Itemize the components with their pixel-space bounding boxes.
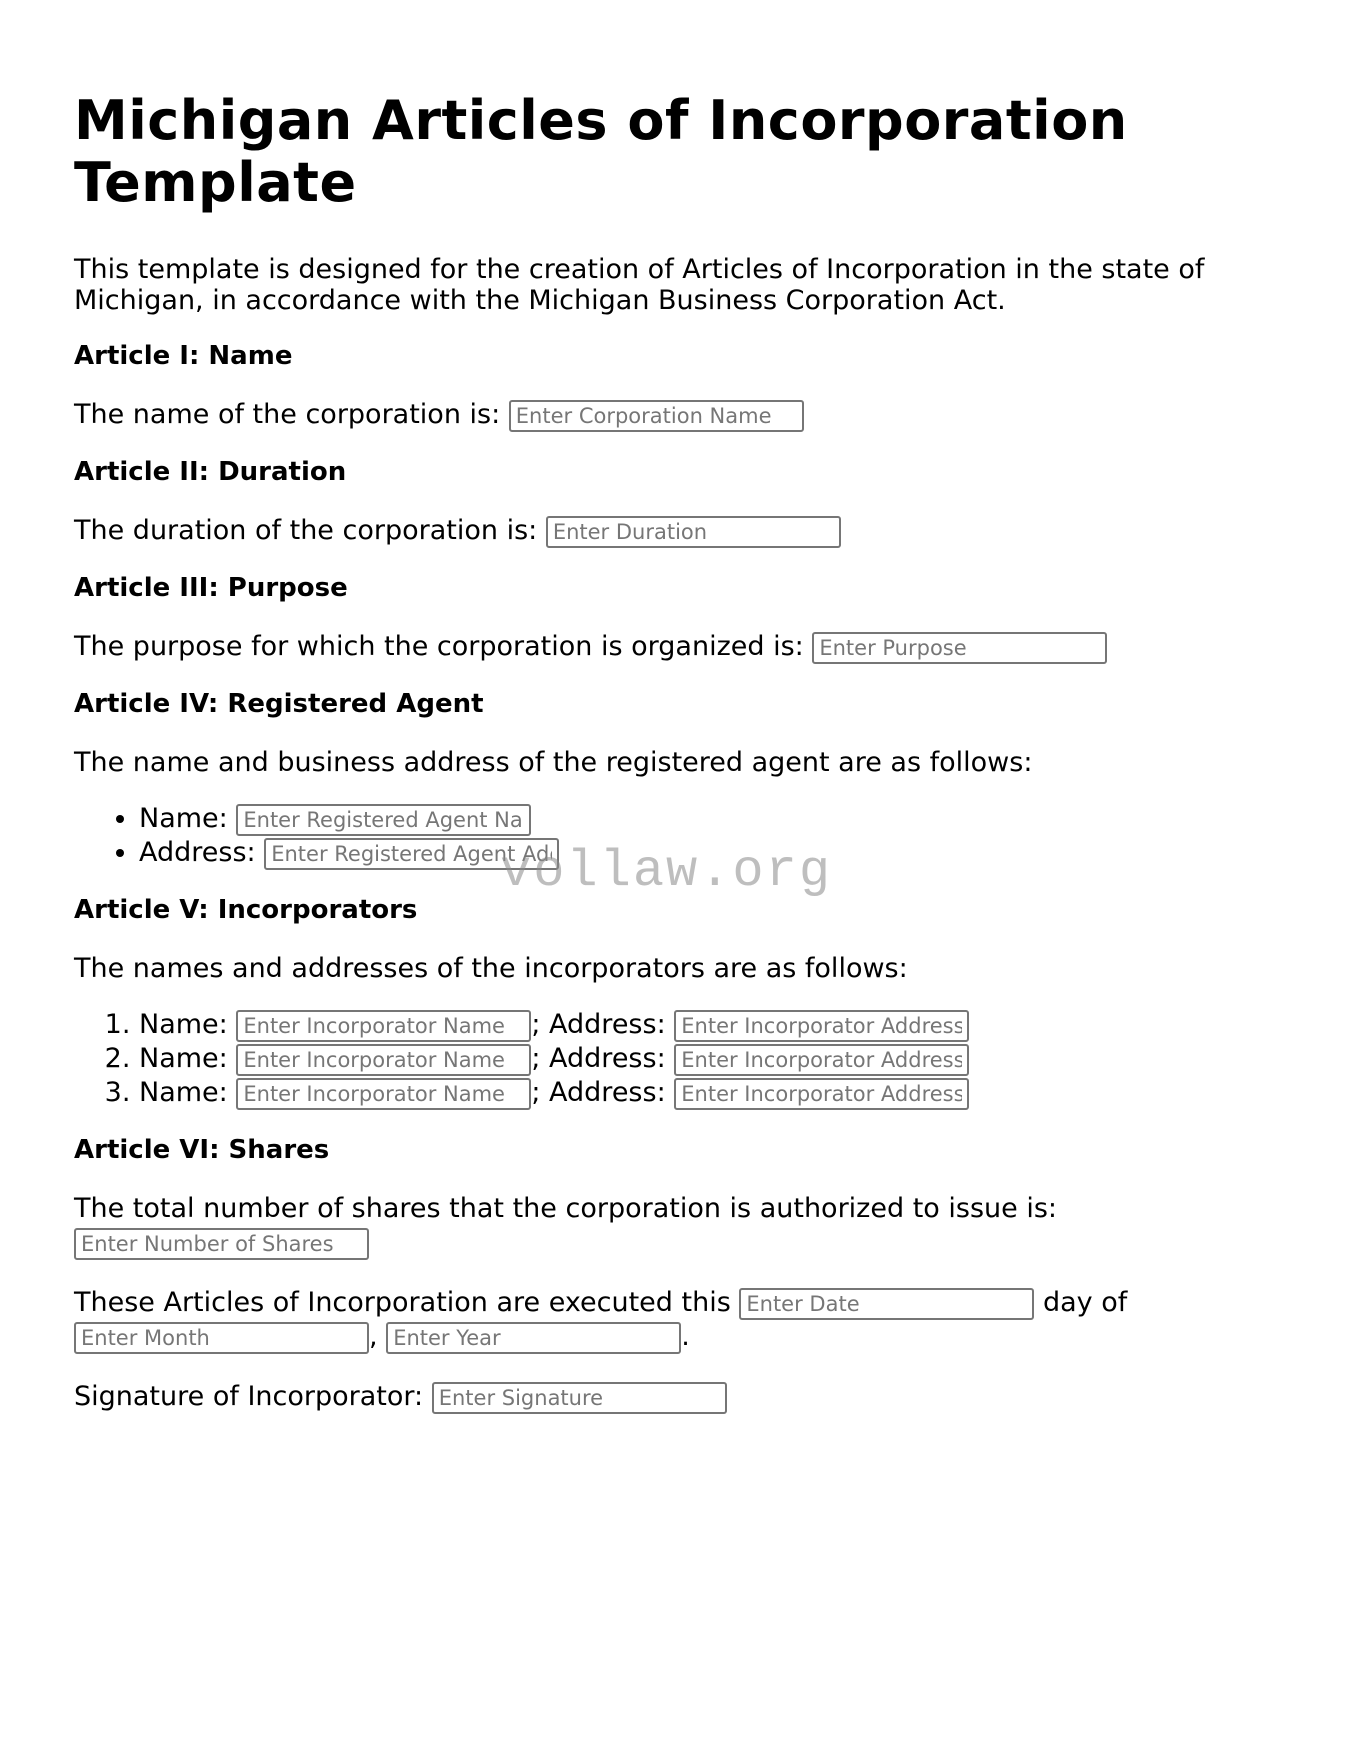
list-item — [139, 1076, 1274, 1110]
list-item — [139, 836, 1274, 870]
article-3-text: The purpose for which the corporation is organized is: — [74, 631, 804, 662]
duration-input[interactable] — [546, 516, 841, 548]
article-1-line — [74, 398, 1274, 432]
shares-input[interactable] — [74, 1228, 369, 1260]
incorporator-name-label: Name: — [139, 1043, 228, 1074]
execution-line — [74, 1286, 1274, 1354]
article-6-heading: Article VI: Shares — [74, 1135, 330, 1165]
article-6-line — [74, 1192, 1274, 1260]
month-input[interactable] — [74, 1322, 369, 1354]
agent-address-label: Address: — [139, 837, 256, 868]
agent-name-input[interactable] — [236, 804, 531, 836]
signature-label: Signature of Incorporator: — [74, 1381, 424, 1412]
article-2-text: The duration of the corporation is: — [74, 515, 538, 546]
incorporator-address-label: ; Address: — [531, 1043, 666, 1074]
page-title: Michigan Articles of Incorporation Template — [74, 89, 1128, 214]
day-of-text: day of — [1042, 1287, 1128, 1318]
incorporator-2-name-input[interactable] — [236, 1044, 531, 1076]
period-text: . — [681, 1321, 690, 1352]
article-4-heading: Article IV: Registered Agent — [74, 689, 484, 719]
incorporator-name-label: Name: — [139, 1077, 228, 1108]
article-4-text: The name and business address of the registered agent are as follows: — [74, 747, 1033, 778]
signature-line — [74, 1380, 1274, 1414]
registered-agent-list — [74, 802, 1274, 870]
list-item — [139, 1042, 1274, 1076]
date-input[interactable] — [739, 1288, 1034, 1320]
agent-address-input[interactable] — [264, 838, 559, 870]
signature-input[interactable] — [432, 1382, 727, 1414]
document — [74, 90, 1274, 1414]
purpose-input[interactable] — [812, 632, 1107, 664]
list-item — [139, 1008, 1274, 1042]
incorporator-3-name-input[interactable] — [236, 1078, 531, 1110]
article-3-line — [74, 630, 1274, 664]
article-6-text: The total number of shares that the corporation is authorized to issue is: — [74, 1193, 1057, 1224]
incorporator-1-address-input[interactable] — [674, 1010, 969, 1042]
article-1-heading: Article I: Name — [74, 341, 293, 371]
incorporator-name-label: Name: — [139, 1009, 228, 1040]
incorporator-address-label: ; Address: — [531, 1009, 666, 1040]
agent-name-label: Name: — [139, 803, 228, 834]
incorporator-1-name-input[interactable] — [236, 1010, 531, 1042]
article-2-line — [74, 514, 1274, 548]
article-2-heading: Article II: Duration — [74, 457, 347, 487]
article-1-text: The name of the corporation is: — [74, 399, 501, 430]
year-input[interactable] — [386, 1322, 681, 1354]
watermark: vollaw.org — [500, 842, 833, 901]
comma-text: , — [369, 1321, 378, 1352]
execution-text: These Articles of Incorporation are executed this — [74, 1287, 731, 1318]
corporation-name-input[interactable] — [509, 400, 804, 432]
intro-text: This template is designed for the creation of Articles of Incorporation in the state of Michigan, in accordance with the Michigan Business Corporation Act. — [74, 254, 1205, 316]
article-5-heading: Article V: Incorporators — [74, 895, 418, 925]
incorporators-list — [74, 1008, 1274, 1110]
list-item — [139, 802, 1274, 836]
article-3-heading: Article III: Purpose — [74, 573, 348, 603]
incorporator-2-address-input[interactable] — [674, 1044, 969, 1076]
incorporator-3-address-input[interactable] — [674, 1078, 969, 1110]
incorporator-address-label: ; Address: — [531, 1077, 666, 1108]
article-5-text: The names and addresses of the incorporators are as follows: — [74, 953, 908, 984]
